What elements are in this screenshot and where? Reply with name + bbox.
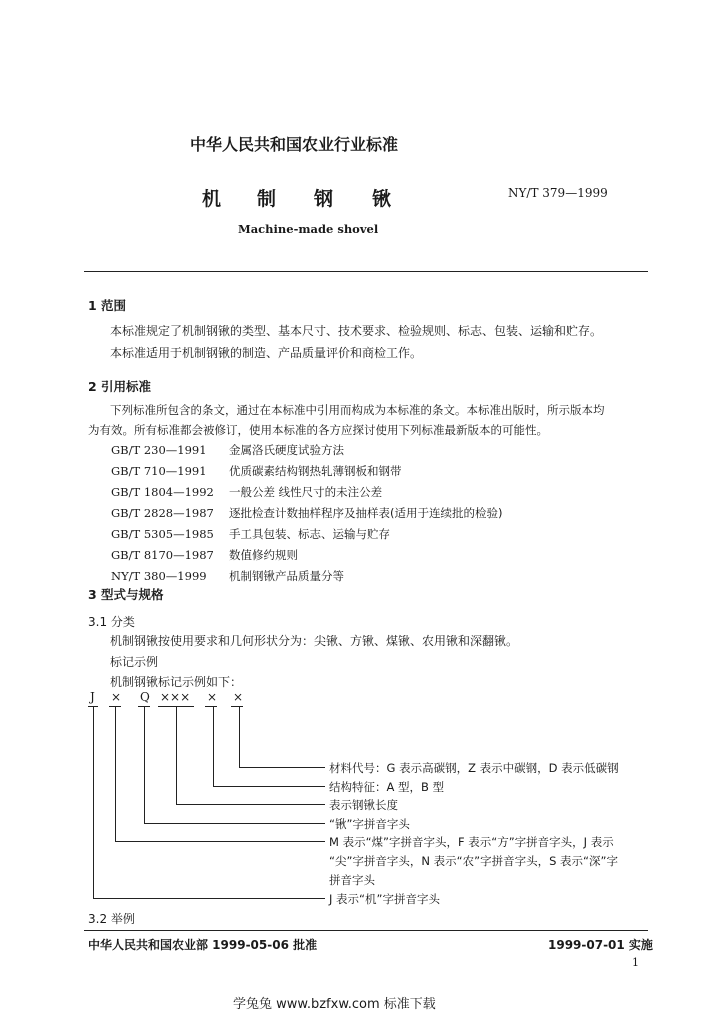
label-material-code: 材料代号：G 表示高碳钢，Z 表示中碳钢，D 表示低碳钢 bbox=[329, 761, 619, 775]
label-structure: 结构特征：A 型，B 型 bbox=[329, 780, 445, 794]
reference-title: 逐批检查计数抽样程序及抽样表(适用于连续批的检验) bbox=[229, 506, 503, 520]
section-1-para-2: 本标准适用于机制钢锹的制造、产品质量评价和商检工作。 bbox=[110, 346, 423, 360]
reference-code: NY/T 380—1999 bbox=[111, 569, 207, 583]
mark-underline bbox=[231, 706, 243, 707]
label-machine-pinyin: J 表示“机”字拼音字头 bbox=[329, 892, 440, 906]
standard-number: NY/T 379—1999 bbox=[508, 186, 608, 200]
reference-code: GB/T 1804—1992 bbox=[111, 485, 214, 499]
reference-title: 优质碳素结构钢热轧薄钢板和钢带 bbox=[229, 464, 402, 478]
reference-item bbox=[111, 526, 390, 542]
footer-rule bbox=[84, 930, 648, 931]
connector-horizontal bbox=[239, 767, 325, 768]
reference-code: GB/T 5305—1985 bbox=[111, 527, 214, 541]
label-spade-pinyin: “锹”字拼音字头 bbox=[329, 817, 410, 831]
reference-code: GB/T 2828—1987 bbox=[111, 506, 214, 520]
connector-vertical bbox=[239, 707, 240, 767]
section-3-1-para-3: 机制钢锹标记示例如下： bbox=[110, 675, 243, 689]
reference-title: 机制钢锹产品质量分等 bbox=[229, 569, 344, 583]
label-length: 表示钢锹长度 bbox=[329, 798, 398, 812]
mark-underline bbox=[205, 706, 217, 707]
effective-date: 1999-07-01 实施 bbox=[548, 938, 653, 952]
section-2-para-1a: 下列标准所包含的条文，通过在本标准中引用而构成为本标准的条文。本标准出版时，所示版本均 bbox=[110, 403, 605, 417]
reference-item bbox=[111, 463, 402, 479]
reference-item bbox=[111, 505, 502, 521]
section-1-heading: 1 范围 bbox=[88, 298, 127, 313]
title-char-3: 钢 bbox=[314, 188, 334, 210]
reference-item bbox=[111, 547, 298, 563]
mark-symbol-x3: × bbox=[233, 690, 244, 704]
reference-title: 一般公差 线性尺寸的未注公差 bbox=[229, 485, 383, 499]
section-3-1-heading: 3.1 分类 bbox=[88, 615, 135, 629]
approval-text: 中华人民共和国农业部 1999-05-06 批准 bbox=[88, 938, 318, 952]
reference-code: GB/T 230—1991 bbox=[111, 443, 207, 457]
label-type-line-1: M 表示“煤”字拼音字头，F 表示“方”字拼音字头，J 表示 bbox=[329, 835, 614, 849]
section-3-1-para-1: 机制钢锹按使用要求和几何形状分为：尖锹、方锹、煤锹、农用锹和深翻锹。 bbox=[110, 634, 519, 648]
mark-symbol-xxx: ××× bbox=[160, 690, 191, 704]
reference-code: GB/T 8170—1987 bbox=[111, 548, 214, 562]
section-1-para-1: 本标准规定了机制钢锹的类型、基本尺寸、技术要求、检验规则、标志、包装、运输和贮存。 bbox=[110, 324, 603, 338]
title-char-1: 机 bbox=[202, 188, 222, 210]
connector-horizontal bbox=[115, 841, 325, 842]
reference-item bbox=[111, 568, 344, 584]
connector-horizontal bbox=[176, 804, 325, 805]
connector-vertical bbox=[213, 707, 214, 786]
section-3-heading: 3 型式与规格 bbox=[88, 587, 164, 602]
mark-symbol-j: J bbox=[90, 690, 95, 704]
connector-vertical bbox=[115, 707, 116, 841]
section-2-para-1b: 为有效。所有标准都会被修订，使用本标准的各方应探讨使用下列标准最新版本的可能性。 bbox=[88, 423, 548, 437]
header-rule bbox=[84, 271, 648, 272]
reference-item bbox=[111, 484, 382, 500]
label-type-line-2: “尖”字拼音字头，N 表示“农”字拼音字头，S 表示“深”字 bbox=[329, 854, 618, 868]
connector-vertical bbox=[144, 707, 145, 823]
mark-symbol-q: Q bbox=[140, 690, 150, 704]
section-3-1-para-2: 标记示例 bbox=[110, 655, 159, 669]
english-title: Machine-made shovel bbox=[238, 222, 379, 236]
mark-symbol-x1: × bbox=[111, 690, 122, 704]
mark-symbol-x2: × bbox=[207, 690, 218, 704]
reference-item bbox=[111, 442, 344, 458]
connector-horizontal bbox=[93, 898, 325, 899]
reference-title: 数值修约规则 bbox=[229, 548, 298, 562]
connector-horizontal bbox=[144, 823, 325, 824]
page-number: 1 bbox=[632, 956, 639, 969]
reference-code: GB/T 710—1991 bbox=[111, 464, 207, 478]
connector-vertical bbox=[93, 707, 94, 898]
title-char-4: 锹 bbox=[372, 188, 392, 210]
label-type-line-3: 拼音字头 bbox=[329, 873, 375, 887]
reference-title: 手工具包装、标志、运输与贮存 bbox=[229, 527, 390, 541]
org-title: 中华人民共和国农业行业标准 bbox=[190, 135, 399, 154]
section-2-heading: 2 引用标准 bbox=[88, 379, 152, 394]
reference-title: 金属洛氏硬度试验方法 bbox=[229, 443, 344, 457]
connector-horizontal bbox=[213, 786, 325, 787]
connector-vertical bbox=[176, 707, 177, 804]
title-char-2: 制 bbox=[257, 188, 277, 210]
section-3-2-heading: 3.2 举例 bbox=[88, 912, 135, 926]
watermark-text: 学兔兔 www.bzfxw.com 标准下载 bbox=[233, 997, 436, 1012]
